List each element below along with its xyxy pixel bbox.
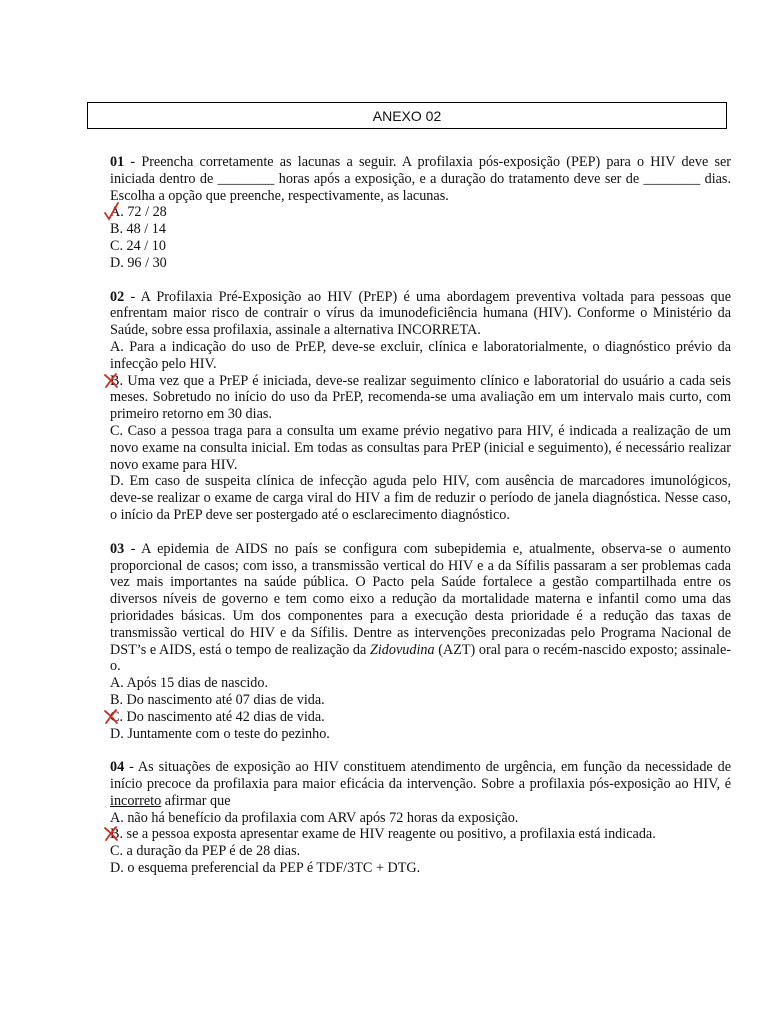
question-number: 01 — [110, 154, 125, 170]
option-d[interactable] — [110, 473, 731, 523]
option-label: B. Uma vez que a PrEP é iniciada, deve-se realizar seguimento clínico e laboratorial do usuário a cada seis meses. Sobretudo no início do uso da PrEP, recomenda-se uma avaliação em um intervalo mais curto, com primeiro retorno em 30 dias. — [110, 372, 731, 423]
question-03 — [110, 541, 731, 743]
option-b[interactable] — [110, 221, 731, 238]
option-c[interactable] — [110, 843, 731, 860]
option-label: A. Para a indicação do uso de PrEP, deve-se excluir, clínica e laboratorialmente, o diagnóstico prévio da infecção pelo HIV. — [110, 338, 731, 372]
option-d[interactable] — [110, 860, 731, 877]
question-text-end: (AZT) oral para o recém-nascido exposto; assinale-o. — [110, 641, 731, 675]
option-label: D. Em caso de suspeita clínica de infecção aguda pelo HIV, com ausência de marcadores imunológicos, deve-se realizar o exame de carga viral do HIV a fim de reduzir o período de janela diagnóstica. Nesse caso, o início da PrEP deve ser postergado até o esclarecimento diagnóstico. — [110, 473, 731, 523]
question-statement — [110, 759, 731, 809]
annex-title: ANEXO 02 — [87, 102, 727, 129]
option-c[interactable] — [110, 238, 731, 255]
question-number: 03 — [110, 540, 125, 557]
question-text: - A epidemia de AIDS no país se configura com subepidemia e, atualmente, observa-se o aumento proporcional de casos; com isso, a transmissão vertical do HIV e a da Sífilis passaram a ser problemas cada vez mais importantes na saúde pública. O Pacto pela Saúde fortalece a gestão compartilhada entre os diversos níveis de governo e tem como eixo a redução da mortalidade materna e infantil como uma das prioridades básicas. Um dos componentes para a execução desta prioridade é a redução das taxas de transmissão vertical do HIV e da Sífilis. Dentre as intervenções preconizadas pelo Programa Nacional de DST’s e AIDS, está o tempo de realização da — [110, 540, 731, 658]
option-label: D. o esquema preferencial da PEP é TDF/3TC + DTG. — [110, 860, 421, 877]
question-statement — [110, 541, 731, 675]
option-label: A. 72 / 28 — [110, 204, 167, 221]
question-text: - Preencha corretamente as lacunas a seguir. A profilaxia pós-exposição (PEP) para o HIV deve ser iniciada dentro de ________ horas após a exposição, e a duração do tratamento deve ser de ________ dias. Escolha a opção que preenche, respectivamente, as lacunas. — [110, 154, 731, 204]
question-number: 02 — [110, 288, 125, 305]
question-04 — [110, 759, 731, 877]
question-statement — [110, 289, 731, 339]
option-c[interactable] — [110, 709, 731, 726]
option-d[interactable] — [110, 726, 731, 743]
question-text-end: afirmar que — [161, 792, 231, 809]
red-cross-mark-icon — [103, 371, 121, 391]
question-text: - A Profilaxia Pré-Exposição ao HIV (PrEP) é uma abordagem preventiva voltada para pessoas que enfrentam maior risco de contrair o vírus da imunodeficiência humana (HIV). Conforme o Ministério da Saúde, sobre essa profilaxia, assinale a alternativa INCORRETA. — [110, 288, 731, 339]
drug-name: Zidovudina — [369, 641, 435, 658]
underlined-word: incorreto — [110, 792, 162, 809]
option-c[interactable] — [110, 423, 731, 473]
option-d[interactable] — [110, 255, 731, 272]
option-label: C. Do nascimento até 42 dias de vida. — [110, 708, 325, 725]
option-label: D. 96 / 30 — [110, 254, 167, 271]
option-label: A. não há benefício da profilaxia com ARV após 72 horas da exposição. — [110, 809, 519, 826]
option-label: B. 48 / 14 — [110, 221, 166, 238]
red-cross-mark-icon — [103, 707, 121, 727]
red-checkmark-icon — [103, 202, 121, 222]
question-01 — [110, 154, 731, 272]
question-text: - As situações de exposição ao HIV constituem atendimento de urgência, em função da necessidade de início precoce da profilaxia para maior eficácia da intervenção. Sobre a profilaxia pós-exposição ao HIV, é — [110, 759, 731, 793]
option-label: C. a duração da PEP é de 28 dias. — [110, 843, 301, 860]
question-statement — [110, 154, 731, 204]
option-label: B. se a pessoa exposta apresentar exame de HIV reagente ou positivo, a profilaxia está indicada. — [110, 826, 656, 843]
option-label: C. 24 / 10 — [110, 237, 166, 254]
option-label: C. Caso a pessoa traga para a consulta um exame prévio negativo para HIV, é indicada a realização de um novo exame na consulta inicial. Em todas as consultas para PrEP (inicial e seguimento), é necessário realizar novo exame para HIV. — [110, 422, 731, 473]
option-b[interactable] — [110, 826, 731, 843]
red-cross-mark-icon — [103, 824, 121, 844]
question-list — [110, 154, 731, 894]
option-a[interactable] — [110, 339, 731, 373]
option-label: A. Após 15 dias de nascido. — [110, 675, 269, 692]
option-label: D. Juntamente com o teste do pezinho. — [110, 725, 330, 742]
option-a[interactable] — [110, 810, 731, 827]
option-label: B. Do nascimento até 07 dias de vida. — [110, 691, 325, 708]
question-02 — [110, 289, 731, 524]
question-number: 04 — [110, 759, 125, 776]
option-b[interactable] — [110, 692, 731, 709]
option-b[interactable] — [110, 373, 731, 423]
option-a[interactable] — [110, 204, 731, 221]
option-a[interactable] — [110, 675, 731, 692]
